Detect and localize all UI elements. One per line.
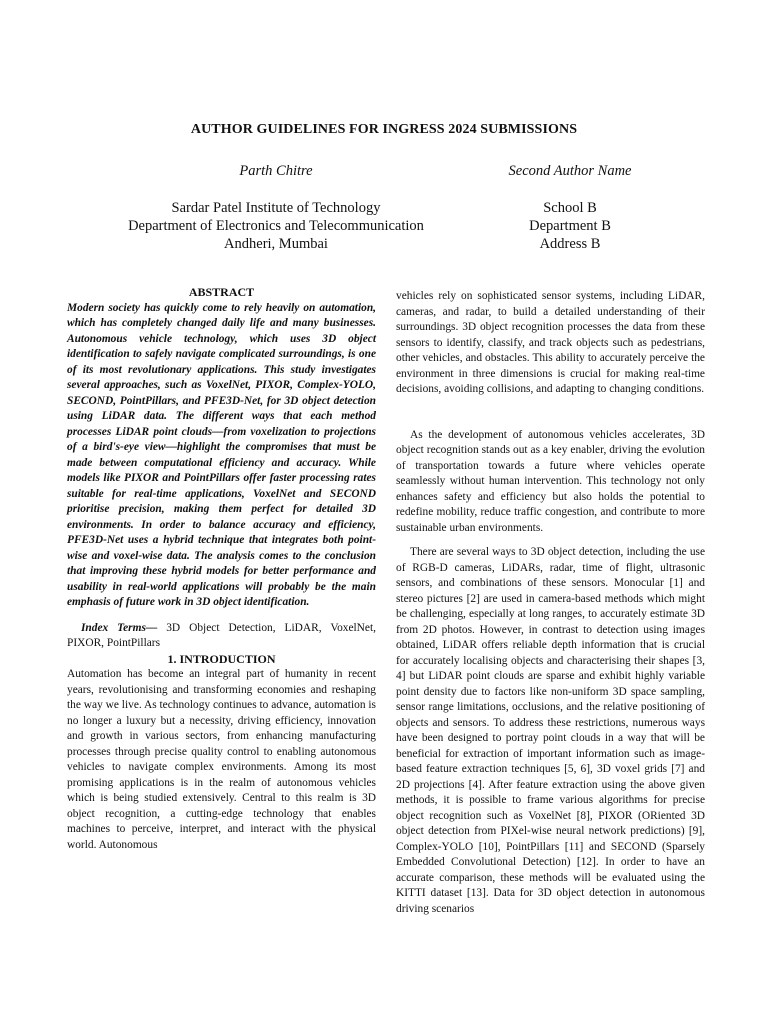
affiliation-line: School B	[543, 200, 597, 216]
author-2-affiliation	[480, 199, 660, 253]
right-paragraph-3: There are several ways to 3D object detection, including the use of RGB-D cameras, LiDARs, radar, time of flight, ultrasonic sensors, and combinations of these sensors. Monocular [1] and stereo pictures [2] are used in camera-based methods which might be challenging, especially at long ranges, to accurately estimate 3D from 2D photos. However, in contrast to detection using images obtained, LiDAR offers reliable depth information that is crucial for accurately localising objects and characterising their shapes [3, 4] but LiDAR point clouds are sparse and exhibit highly variable point density due to factors like non-uniform 3D space sampling, sensor range limitations, occlusions, and the relative positioning of objects and sensors. To address these restrictions, numerous ways have been designed to portray point clouds in a way that will be beneficial for extraction of important information such as image-based feature extraction techniques [5, 6], 3D voxel grids [7] and 2D projections [4]. After feature extraction using the above given methods, it is possible to frame various algorithms for precise object recognition such as VoxelNet [8], PIXOR (ORiented 3D object detection from PIXel-wise neural network predictions) [9], Complex-YOLO [10], PointPillars [11] and SECOND (Sparsely Embedded Convolutional Detection) [12]. In order to have an accurate comparison, these methods will be evaluated using the KITTI dataset [13]. Data for 3D object detection in autonomous driving scenarios	[396, 546, 705, 915]
affiliation-line: Sardar Patel Institute of Technology	[171, 200, 381, 216]
right-paragraph-2: As the development of autonomous vehicles accelerates, 3D object recognition stands out as a key enabler, driving the evolution of transportation towards a future where vehicles operate seamlessly without human intervention. This technology not only enhances safety and efficiency but also holds the potential to redefine mobility, reduce traffic congestion, and contribute to more sustainable urban environments.	[396, 428, 705, 534]
author-2-name: Second Author Name	[508, 163, 632, 179]
introduction-heading: 1. INTRODUCTION	[167, 651, 276, 666]
abstract-heading: ABSTRACT	[188, 285, 255, 299]
index-terms-text: 3D Object Detection, LiDAR, VoxelNet, PIXOR, PointPillars	[67, 621, 376, 649]
affiliation-line: Department of Electronics and Telecommunication	[128, 218, 424, 234]
affiliation-line: Andheri, Mumbai	[224, 236, 328, 252]
index-terms-label: Index Terms—	[81, 621, 158, 634]
right-column	[396, 289, 705, 917]
affiliation-line: Department B	[529, 218, 611, 234]
left-column	[67, 285, 376, 853]
author-1-affiliation	[120, 199, 432, 253]
affiliation-line: Address B	[539, 236, 601, 252]
paper-title: AUTHOR GUIDELINES FOR INGRESS 2024 SUBMISSIONS	[190, 122, 578, 137]
abstract-text: Modern society has quickly come to rely heavily on automation, which has completely changed daily life and many businesses. Autonomous vehicle technology, which uses 3D object identification to safely navigate complicated surroundings, is one of its most revolutionary applications. This study investigates several approaches, such as VoxelNet, PIXOR, Complex-YOLO, SECOND, PointPillars, and PFE3D-Net, for 3D object detection using LiDAR data. The different ways that each method processes LiDAR point clouds—from voxelization to projections of a bird's-eye view—highlight the compromises that must be made between computational efficiency and accuracy. While models like PIXOR and PointPillars offer faster processing rates suitable for real-time applications, VoxelNet and SECOND prioritise precision, making them perfect for detailed 3D environments. In order to balance accuracy and efficiency, PFE3D-Net uses a hybrid technique that integrates both point-wise and voxel-wise data. The analysis comes to the conclusion that improving these hybrid models for better performance and usability in real-world applications will probably be the main emphasis of future work in 3D object identification.	[67, 301, 376, 608]
author-1-name: Parth Chitre	[239, 163, 313, 179]
right-paragraph-1: vehicles rely on sophisticated sensor systems, including LiDAR, cameras, and radar, to build a detailed understanding of their surroundings. 3D object recognition processes the data from these sensors to identify, classify, and track objects such as pedestrians, other vehicles, and obstacles. This ability to accurately perceive the environment in three dimensions is crucial for making real-time decisions, avoiding collisions, and adapting to changing conditions.	[396, 290, 705, 395]
index-terms	[67, 621, 376, 652]
intro-paragraph-1: Automation has become an integral part of humanity in recent years, revolutionising and transforming economies and reshaping the way we live. As technology continues to advance, automation is no longer a luxury but a necessity, driving efficiency, innovation and growth in various sectors, from enhancing manufacturing processes through precise quality control to enabling autonomous vehicles to navigate complex environments. Among its most promising applications is in the realm of autonomous vehicles which is being studied extensively. Central to this realm is 3D object recognition, a cutting-edge technology that enables machines to perceive, interpret, and interact with the physical world. Autonomous	[67, 668, 376, 851]
